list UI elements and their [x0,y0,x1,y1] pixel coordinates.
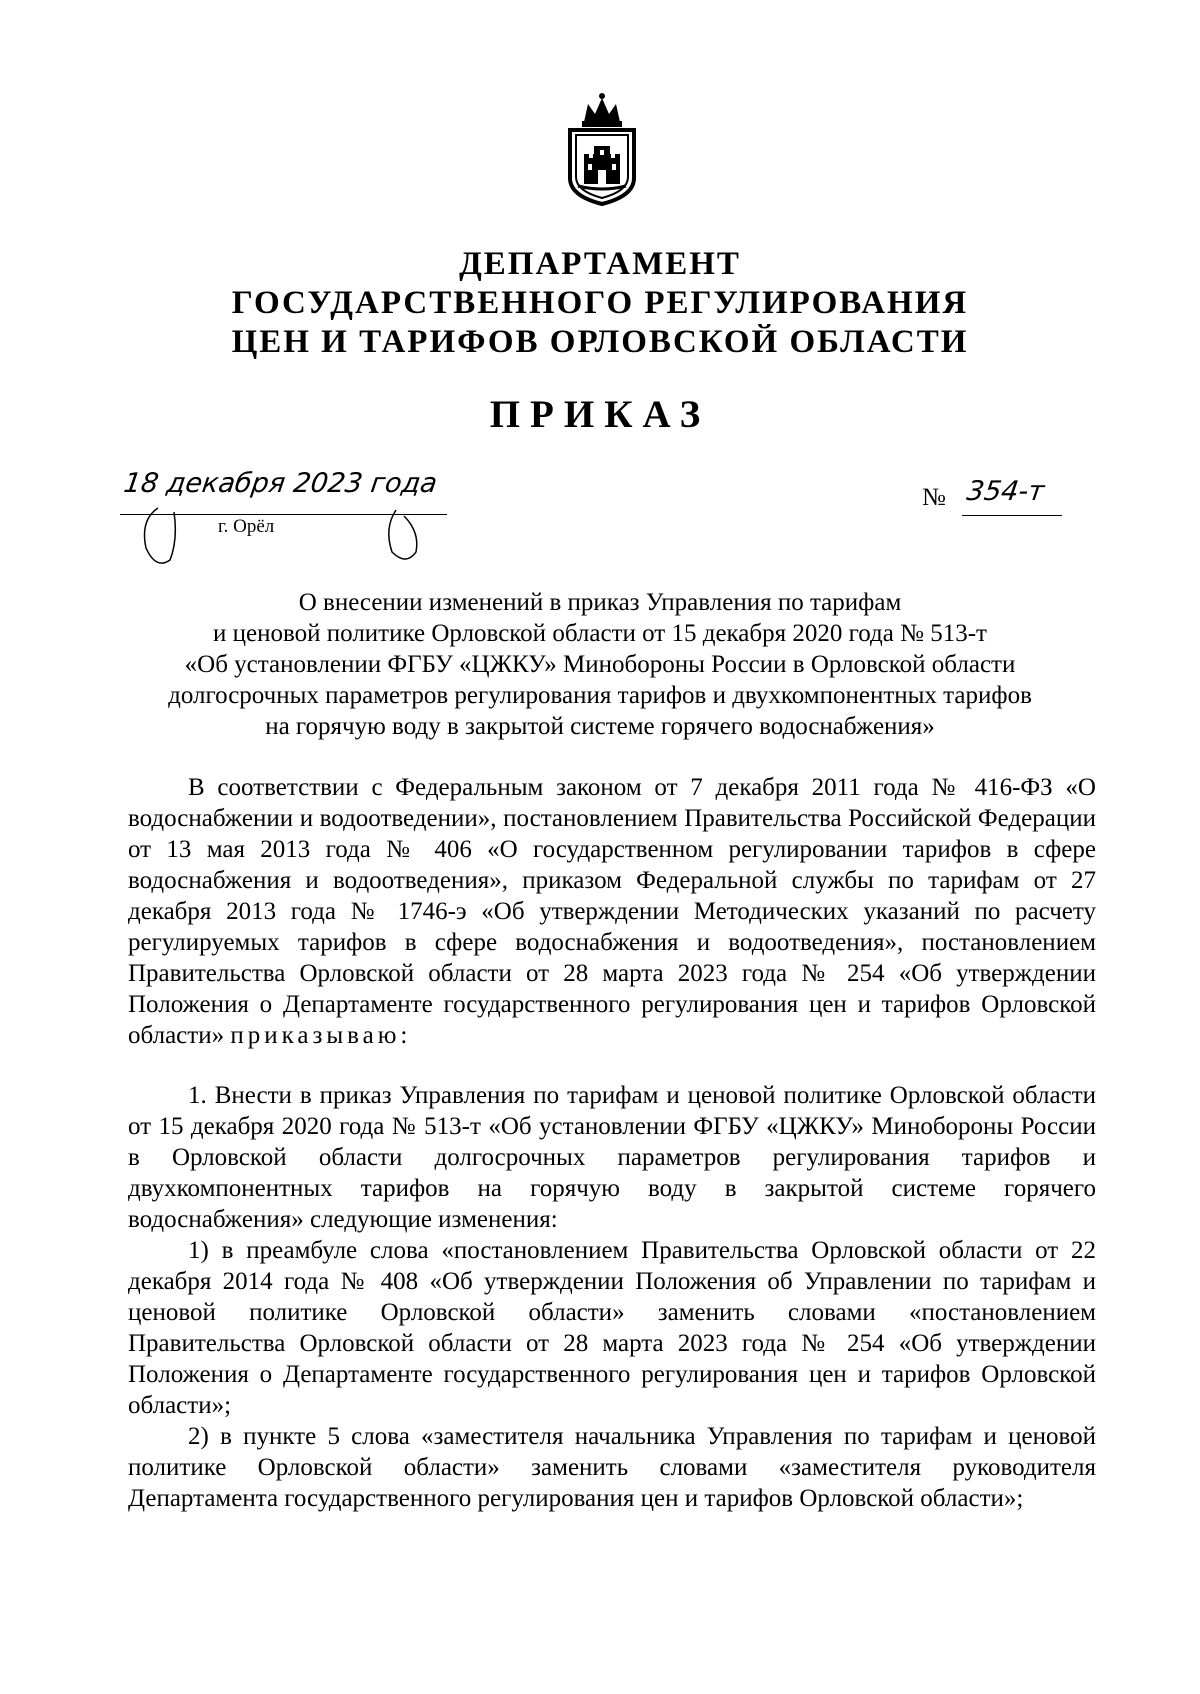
subitem-2-paragraph: 2) в пункте 5 слова «заместителя начальника Управления по тарифам и ценовой политике Орловской области» заменить словами «заместителя руководителя Департамента государственного регулирования цен и тарифов Орловской области»; [128,1423,1096,1512]
handwritten-date: 18 декабря 2023 года [121,468,440,499]
subject-line-2: и ценовой политике Орловской области от 15 декабря 2020 года № 513-т [213,620,987,647]
number-underline [962,515,1062,516]
preamble-text: В соответствии с Федеральным законом от 7 декабря 2011 года № 416-ФЗ «О водоснабжении и водоотведении», постановлением Правительства Российской Федерации от 13 мая 2013 года № 406 «О государственном регулировании тарифов в сфере водоснабжения и водоотведения», приказом Федеральной службы по тарифам от 27 декабря 2013 года № 1746-э «Об утверждении Методических указаний по расчету регулируемых тарифов в сфере водоснабжения и водоотведения», постановлением Правительства Орловской области от 28 марта 2023 года № 254 «Об утверждении Положения о Департаменте государственного регулирования цен и тарифов Орловской области» [128,774,1096,1049]
subject-line-4: долгосрочных параметров регулирования тарифов и двухкомпонентных тарифов [168,682,1032,709]
subject-line-3: «Об установлении ФГБУ «ЦЖКУ» Минобороны России в Орловской области [184,651,1016,678]
subject-line-5: на горячую воду в закрытой системе горячего водоснабжения» [265,713,935,740]
item-1-paragraph: 1. Внести в приказ Управления по тарифам и ценовой политике Орловской области от 15 декабря 2020 года № 513-т «Об установлении ФГБУ «ЦЖКУ» Минобороны России в Орловской области долгосрочных параметров регулирования тарифов и двухкомпонентных тарифов на горячую воду в закрытой системе горячего водоснабжения» следующие изменения: [128,1082,1096,1233]
date-underline [120,514,447,515]
subitem-1-paragraph: 1) в преамбуле слова «постановлением Правительства Орловской области от 22 декабря 2014 года № 408 «Об утверждении Положения об Управлении по тарифам и ценовой политике Орловской области» заменить словами «постановлением Правительства Орловской области от 28 марта 2023 года № 254 «Об утверждении Положения о Департаменте государственного регулирования цен и тарифов Орловской области»; [128,1237,1096,1419]
number-label: № [922,484,946,511]
subject-line-1: О внесении изменений в приказ Управления по тарифам [298,589,902,616]
orel-oblast-coat-of-arms-icon [564,92,640,206]
department-name-line-1: ДЕПАРТАМЕНТ [459,246,741,282]
department-name-line-2: ГОСУДАРСТВЕННОГО РЕГУЛИРОВАНИЯ [231,285,969,321]
order-word: приказываю: [230,1022,412,1049]
preamble-paragraph [128,772,1096,1051]
handwritten-number: 354-т [964,476,1047,507]
document-type-title: ПРИКАЗ [489,393,711,436]
department-name-line-3: ЦЕН И ТАРИФОВ ОРЛОВСКОЙ ОБЛАСТИ [231,324,969,360]
city-label: г. Орёл [218,516,275,537]
